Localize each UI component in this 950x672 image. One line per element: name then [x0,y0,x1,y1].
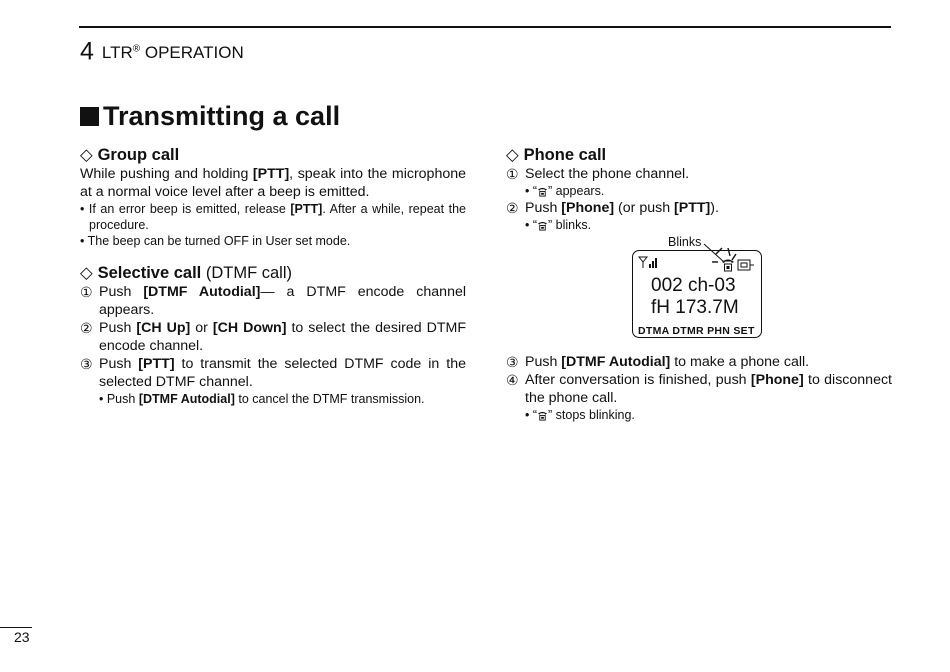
header-rule [79,26,891,28]
blinks-callout: Blinks [668,235,702,249]
phone-step-4: ④ After conversation is finished, push [Phone] to disconnect the phone call. [506,372,892,406]
left-column [80,145,466,407]
phone-icon [537,220,548,231]
diamond-icon: ◇ [80,264,93,282]
page-number-rule [0,627,32,628]
group-call-body: While pushing and holding [PTT], speak into the microphone at a normal voice level after a beep is emitted. [80,166,467,200]
selective-call-heading: ◇ Selective call (DTMF call) [80,264,292,282]
signal-strength-icon [638,255,658,271]
chapter-header [80,37,244,69]
phone-note-3: • “ ” stops blinking. [525,408,635,422]
diamond-icon: ◇ [506,146,519,164]
phone-icon [537,186,548,197]
lcd-softkey-labels: DTMA DTMR PHN SET [638,325,755,337]
selective-step-2: ② Push [CH Up] or [CH Down] to select the desired DTMF encode channel. [80,320,467,354]
section-title: Transmitting a call [80,99,340,133]
group-call-note-2: • The beep can be turned OFF in User set mode. [80,234,351,248]
lcd-illustration [506,233,892,353]
phone-step-2: ② Push [Phone] (or push [PTT]). [506,200,719,216]
lcd-phone-icon [721,257,755,273]
selective-step-1: ① Push [DTMF Autodial]— a DTMF encode channel appears. [80,284,466,318]
square-bullet-icon [80,107,99,126]
selective-note: • Push [DTMF Autodial] to cancel the DTMF transmission. [99,392,425,406]
lcd-channel-line: 002 ch-03 [651,275,736,296]
lcd-display [632,250,762,338]
group-call-heading: ◇ Group call [80,146,180,164]
phone-step-3: ③ Push [DTMF Autodial] to make a phone call. [506,354,810,370]
phone-note-1: • “ ” appears. [525,184,605,198]
lcd-frequency-line: fH 173.7M [651,297,739,318]
phone-icon [537,410,548,421]
group-call-note-1: • If an error beep is emitted, release [PTT]. After a while, repeat the procedure. [80,202,467,232]
chapter-number: 4 [80,37,94,66]
diamond-icon: ◇ [80,146,93,164]
selective-step-3: ③ Push [PTT] to transmit the selected DTMF code in the selected DTMF channel. [80,356,466,390]
right-column [506,145,892,423]
chapter-title: LTR® OPERATION [101,42,244,62]
phone-note-2: • “ ” blinks. [525,218,592,232]
phone-call-heading: ◇ Phone call [506,146,607,164]
phone-step-1: ① Select the phone channel. [506,166,690,182]
page-number: 23 [14,629,30,645]
